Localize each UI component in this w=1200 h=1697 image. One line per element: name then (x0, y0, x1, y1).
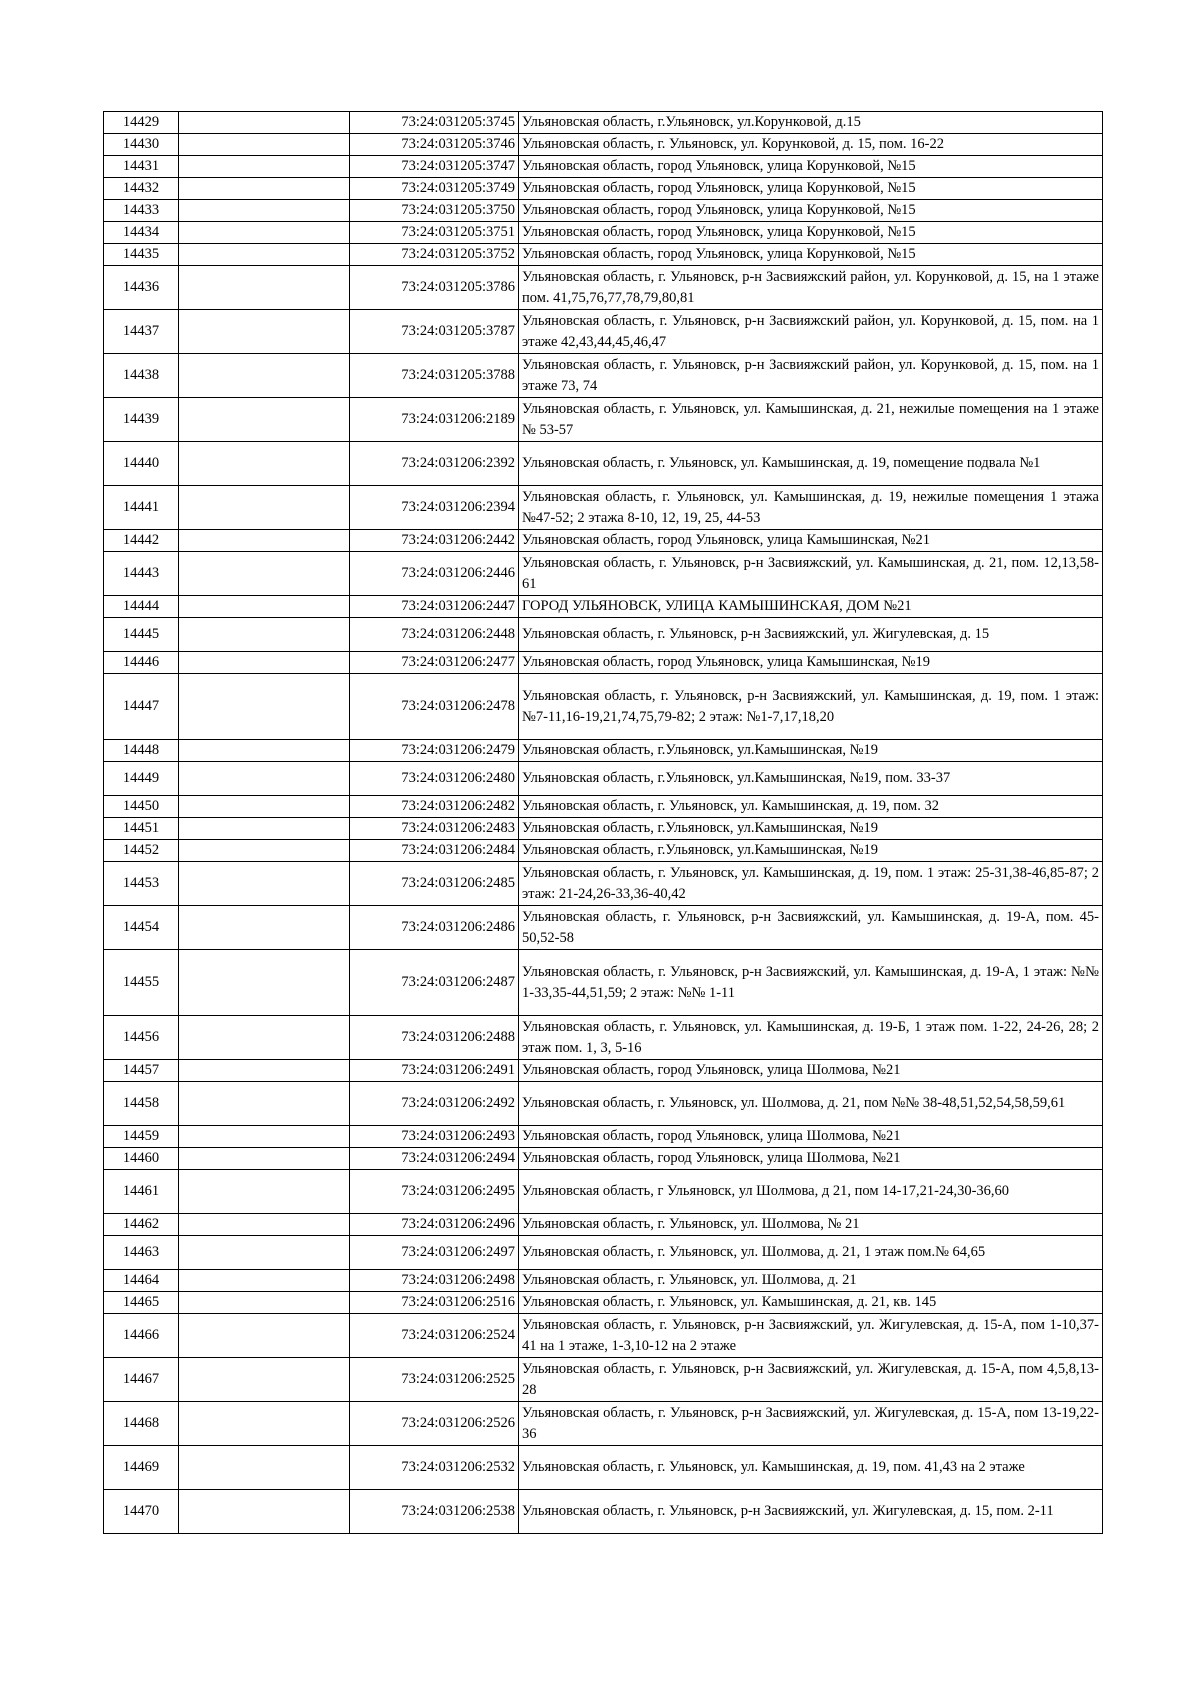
table-row (104, 222, 1103, 244)
address-cell: Ульяновская область, г. Ульяновск, ул. Камышинская, д. 19, пом. 32 (519, 796, 1103, 818)
address-cell: Ульяновская область, город Ульяновск, улица Корунковой, №15 (519, 244, 1103, 266)
empty-cell (179, 618, 350, 652)
cadastral-number-cell: 73:24:031205:3750 (350, 200, 519, 222)
row-number-cell: 14462 (104, 1214, 179, 1236)
table-row (104, 762, 1103, 796)
cadastral-number-cell: 73:24:031206:2442 (350, 530, 519, 552)
table-row (104, 596, 1103, 618)
row-number-cell: 14466 (104, 1314, 179, 1358)
table-row (104, 1490, 1103, 1534)
address-cell: Ульяновская область, г. Ульяновск, ул. Камышинская, д. 21, нежилые помещения на 1 этаже № 53-57 (519, 398, 1103, 442)
property-register-table (103, 111, 1103, 1534)
table-row (104, 134, 1103, 156)
row-number-cell: 14452 (104, 840, 179, 862)
row-number-cell: 14454 (104, 906, 179, 950)
table-row (104, 818, 1103, 840)
address-cell: Ульяновская область, г. Ульяновск, ул. Камышинская, д. 19, пом. 41,43 на 2 этаже (519, 1446, 1103, 1490)
cadastral-number-cell: 73:24:031206:2394 (350, 486, 519, 530)
table-row (104, 398, 1103, 442)
cadastral-number-cell: 73:24:031206:2488 (350, 1016, 519, 1060)
cadastral-number-cell: 73:24:031206:2526 (350, 1402, 519, 1446)
address-cell: Ульяновская область, г. Ульяновск, ул. Шолмова, д. 21 (519, 1270, 1103, 1292)
row-number-cell: 14458 (104, 1082, 179, 1126)
address-cell: Ульяновская область, г. Ульяновск, ул. Шолмова, д. 21, 1 этаж пом.№ 64,65 (519, 1236, 1103, 1270)
cadastral-number-cell: 73:24:031206:2516 (350, 1292, 519, 1314)
address-cell: Ульяновская область, г. Ульяновск, р-н Засвияжский, ул. Камышинская, д. 21, пом. 12,13,58-61 (519, 552, 1103, 596)
cadastral-number-cell: 73:24:031206:2538 (350, 1490, 519, 1534)
row-number-cell: 14464 (104, 1270, 179, 1292)
table-row (104, 1446, 1103, 1490)
row-number-cell: 14439 (104, 398, 179, 442)
empty-cell (179, 1292, 350, 1314)
row-number-cell: 14460 (104, 1148, 179, 1170)
cadastral-number-cell: 73:24:031206:2498 (350, 1270, 519, 1292)
table-row (104, 1082, 1103, 1126)
row-number-cell: 14448 (104, 740, 179, 762)
cadastral-number-cell: 73:24:031206:2446 (350, 552, 519, 596)
address-cell: Ульяновская область, г. Ульяновск, ул. Шолмова, № 21 (519, 1214, 1103, 1236)
row-number-cell: 14431 (104, 156, 179, 178)
cadastral-number-cell: 73:24:031205:3786 (350, 266, 519, 310)
empty-cell (179, 674, 350, 740)
address-cell: Ульяновская область, г.Ульяновск, ул.Камышинская, №19 (519, 818, 1103, 840)
cadastral-number-cell: 73:24:031206:2480 (350, 762, 519, 796)
cadastral-number-cell: 73:24:031206:2482 (350, 796, 519, 818)
empty-cell (179, 244, 350, 266)
cadastral-number-cell: 73:24:031205:3745 (350, 112, 519, 134)
empty-cell (179, 1358, 350, 1402)
row-number-cell: 14446 (104, 652, 179, 674)
address-cell: Ульяновская область, город Ульяновск, улица Шолмова, №21 (519, 1126, 1103, 1148)
address-cell: Ульяновская область, город Ульяновск, улица Корунковой, №15 (519, 156, 1103, 178)
empty-cell (179, 178, 350, 200)
address-cell: Ульяновская область, город Ульяновск, улица Шолмова, №21 (519, 1148, 1103, 1170)
table-row (104, 552, 1103, 596)
address-cell: Ульяновская область, г Ульяновск, ул Шолмова, д 21, пом 14-17,21-24,30-36,60 (519, 1170, 1103, 1214)
address-cell: Ульяновская область, город Ульяновск, улица Корунковой, №15 (519, 200, 1103, 222)
address-cell: Ульяновская область, г. Ульяновск, р-н Засвияжский, ул. Жигулевская, д. 15, пом. 2-11 (519, 1490, 1103, 1534)
table-row (104, 1148, 1103, 1170)
empty-cell (179, 530, 350, 552)
table-row (104, 1270, 1103, 1292)
empty-cell (179, 354, 350, 398)
table-row (104, 1126, 1103, 1148)
cadastral-number-cell: 73:24:031206:2494 (350, 1148, 519, 1170)
row-number-cell: 14432 (104, 178, 179, 200)
empty-cell (179, 398, 350, 442)
row-number-cell: 14459 (104, 1126, 179, 1148)
empty-cell (179, 112, 350, 134)
address-cell: Ульяновская область, г. Ульяновск, р-н Засвияжский район, ул. Корунковой, д. 15, на 1 этаже пом. 41,75,76,77,78,79,80,81 (519, 266, 1103, 310)
row-number-cell: 14465 (104, 1292, 179, 1314)
row-number-cell: 14447 (104, 674, 179, 740)
cadastral-number-cell: 73:24:031205:3752 (350, 244, 519, 266)
table-row (104, 1358, 1103, 1402)
cadastral-number-cell: 73:24:031206:2491 (350, 1060, 519, 1082)
table-row (104, 740, 1103, 762)
table-row (104, 486, 1103, 530)
empty-cell (179, 906, 350, 950)
empty-cell (179, 762, 350, 796)
row-number-cell: 14451 (104, 818, 179, 840)
address-cell: Ульяновская область, г. Ульяновск, р-н Засвияжский, ул. Жигулевская, д. 15-А, пом 4,5,8,13-28 (519, 1358, 1103, 1402)
row-number-cell: 14436 (104, 266, 179, 310)
empty-cell (179, 840, 350, 862)
table-row (104, 906, 1103, 950)
table-row (104, 1170, 1103, 1214)
address-cell: ГОРОД УЛЬЯНОВСК, УЛИЦА КАМЫШИНСКАЯ, ДОМ №21 (519, 596, 1103, 618)
cadastral-number-cell: 73:24:031206:2486 (350, 906, 519, 950)
address-cell: Ульяновская область, г. Ульяновск, р-н Засвияжский, ул. Камышинская, д. 19-А, 1 этаж: №№ 1-33,35-44,51,59; 2 этаж: №№ 1-11 (519, 950, 1103, 1016)
address-cell: Ульяновская область, г. Ульяновск, р-н Засвияжский, ул. Жигулевская, д. 15 (519, 618, 1103, 652)
row-number-cell: 14443 (104, 552, 179, 596)
empty-cell (179, 1446, 350, 1490)
cadastral-number-cell: 73:24:031206:2493 (350, 1126, 519, 1148)
cadastral-number-cell: 73:24:031206:2496 (350, 1214, 519, 1236)
cadastral-number-cell: 73:24:031206:2189 (350, 398, 519, 442)
empty-cell (179, 266, 350, 310)
row-number-cell: 14453 (104, 862, 179, 906)
address-cell: Ульяновская область, г.Ульяновск, ул.Камышинская, №19 (519, 840, 1103, 862)
row-number-cell: 14455 (104, 950, 179, 1016)
address-cell: Ульяновская область, г.Ульяновск, ул.Корунковой, д.15 (519, 112, 1103, 134)
empty-cell (179, 1490, 350, 1534)
table-row (104, 156, 1103, 178)
empty-cell (179, 1236, 350, 1270)
address-cell: Ульяновская область, г. Ульяновск, ул. Камышинская, д. 19, помещение подвала №1 (519, 442, 1103, 486)
row-number-cell: 14435 (104, 244, 179, 266)
row-number-cell: 14456 (104, 1016, 179, 1060)
address-cell: Ульяновская область, г. Ульяновск, р-н Засвияжский, ул. Жигулевская, д. 15-А, пом 1-10,37-41 на 1 этаже, 1-3,10-12 на 2 этаже (519, 1314, 1103, 1358)
table-row (104, 1214, 1103, 1236)
address-cell: Ульяновская область, г.Ульяновск, ул.Камышинская, №19 (519, 740, 1103, 762)
address-cell: Ульяновская область, г. Ульяновск, ул. Шолмова, д. 21, пом №№ 38-48,51,52,54,58,59,61 (519, 1082, 1103, 1126)
row-number-cell: 14440 (104, 442, 179, 486)
cadastral-number-cell: 73:24:031206:2477 (350, 652, 519, 674)
empty-cell (179, 552, 350, 596)
cadastral-number-cell: 73:24:031206:2532 (350, 1446, 519, 1490)
table-row (104, 950, 1103, 1016)
cadastral-number-cell: 73:24:031206:2479 (350, 740, 519, 762)
empty-cell (179, 796, 350, 818)
address-cell: Ульяновская область, г. Ульяновск, р-н Засвияжский район, ул. Корунковой, д. 15, пом. на 1 этаже 73, 74 (519, 354, 1103, 398)
row-number-cell: 14461 (104, 1170, 179, 1214)
empty-cell (179, 310, 350, 354)
empty-cell (179, 222, 350, 244)
table-row (104, 442, 1103, 486)
empty-cell (179, 1270, 350, 1292)
empty-cell (179, 1170, 350, 1214)
table-row (104, 674, 1103, 740)
table-row (104, 244, 1103, 266)
cadastral-number-cell: 73:24:031206:2447 (350, 596, 519, 618)
table-row (104, 1236, 1103, 1270)
empty-cell (179, 200, 350, 222)
cadastral-number-cell: 73:24:031206:2497 (350, 1236, 519, 1270)
register-body (104, 112, 1103, 1534)
cadastral-number-cell: 73:24:031205:3749 (350, 178, 519, 200)
empty-cell (179, 1060, 350, 1082)
address-cell: Ульяновская область, г. Ульяновск, р-н Засвияжский, ул. Жигулевская, д. 15-А, пом 13-19,22-36 (519, 1402, 1103, 1446)
empty-cell (179, 862, 350, 906)
empty-cell (179, 596, 350, 618)
empty-cell (179, 134, 350, 156)
address-cell: Ульяновская область, город Ульяновск, улица Корунковой, №15 (519, 222, 1103, 244)
address-cell: Ульяновская область, г. Ульяновск, ул. Камышинская, д. 21, кв. 145 (519, 1292, 1103, 1314)
row-number-cell: 14470 (104, 1490, 179, 1534)
row-number-cell: 14429 (104, 112, 179, 134)
empty-cell (179, 1314, 350, 1358)
empty-cell (179, 1402, 350, 1446)
table-row (104, 618, 1103, 652)
empty-cell (179, 818, 350, 840)
address-cell: Ульяновская область, г. Ульяновск, р-н Засвияжский, ул. Камышинская, д. 19, пом. 1 этаж: №7-11,16-19,21,74,75,79-82; 2 этаж: №1-7,17,18,20 (519, 674, 1103, 740)
row-number-cell: 14441 (104, 486, 179, 530)
row-number-cell: 14449 (104, 762, 179, 796)
cadastral-number-cell: 73:24:031206:2483 (350, 818, 519, 840)
table-row (104, 266, 1103, 310)
row-number-cell: 14437 (104, 310, 179, 354)
row-number-cell: 14433 (104, 200, 179, 222)
empty-cell (179, 156, 350, 178)
table-row (104, 178, 1103, 200)
table-row (104, 840, 1103, 862)
cadastral-number-cell: 73:24:031206:2492 (350, 1082, 519, 1126)
address-cell: Ульяновская область, г.Ульяновск, ул.Камышинская, №19, пом. 33-37 (519, 762, 1103, 796)
cadastral-number-cell: 73:24:031206:2485 (350, 862, 519, 906)
address-cell: Ульяновская область, г. Ульяновск, ул. Камышинская, д. 19-Б, 1 этаж пом. 1-22, 24-26, 28; 2 этаж пом. 1, 3, 5-16 (519, 1016, 1103, 1060)
cadastral-number-cell: 73:24:031205:3787 (350, 310, 519, 354)
table-row (104, 112, 1103, 134)
table-row (104, 796, 1103, 818)
empty-cell (179, 1126, 350, 1148)
table-row (104, 310, 1103, 354)
table-row (104, 200, 1103, 222)
row-number-cell: 14444 (104, 596, 179, 618)
address-cell: Ульяновская область, г. Ульяновск, р-н Засвияжский, ул. Камышинская, д. 19-А, пом. 45-50,52-58 (519, 906, 1103, 950)
cadastral-number-cell: 73:24:031205:3747 (350, 156, 519, 178)
empty-cell (179, 1214, 350, 1236)
row-number-cell: 14468 (104, 1402, 179, 1446)
cadastral-number-cell: 73:24:031206:2524 (350, 1314, 519, 1358)
address-cell: Ульяновская область, г. Ульяновск, ул. Камышинская, д. 19, пом. 1 этаж: 25-31,38-46,85-87; 2 этаж: 21-24,26-33,36-40,42 (519, 862, 1103, 906)
table-row (104, 1016, 1103, 1060)
row-number-cell: 14430 (104, 134, 179, 156)
table-row (104, 1292, 1103, 1314)
cadastral-number-cell: 73:24:031205:3751 (350, 222, 519, 244)
empty-cell (179, 1016, 350, 1060)
cadastral-number-cell: 73:24:031206:2478 (350, 674, 519, 740)
cadastral-number-cell: 73:24:031206:2448 (350, 618, 519, 652)
table-row (104, 1060, 1103, 1082)
address-cell: Ульяновская область, город Ульяновск, улица Камышинская, №19 (519, 652, 1103, 674)
table-row (104, 354, 1103, 398)
table-row (104, 1402, 1103, 1446)
table-row (104, 1314, 1103, 1358)
address-cell: Ульяновская область, г. Ульяновск, ул. Камышинская, д. 19, нежилые помещения 1 этажа №47-52; 2 этажа 8-10, 12, 19, 25, 44-53 (519, 486, 1103, 530)
row-number-cell: 14438 (104, 354, 179, 398)
row-number-cell: 14467 (104, 1358, 179, 1402)
empty-cell (179, 1148, 350, 1170)
cadastral-number-cell: 73:24:031205:3788 (350, 354, 519, 398)
row-number-cell: 14442 (104, 530, 179, 552)
address-cell: Ульяновская область, город Ульяновск, улица Шолмова, №21 (519, 1060, 1103, 1082)
cadastral-number-cell: 73:24:031205:3746 (350, 134, 519, 156)
empty-cell (179, 652, 350, 674)
cadastral-number-cell: 73:24:031206:2392 (350, 442, 519, 486)
table-row (104, 530, 1103, 552)
cadastral-number-cell: 73:24:031206:2487 (350, 950, 519, 1016)
table-row (104, 652, 1103, 674)
row-number-cell: 14445 (104, 618, 179, 652)
cadastral-number-cell: 73:24:031206:2484 (350, 840, 519, 862)
empty-cell (179, 1082, 350, 1126)
address-cell: Ульяновская область, г. Ульяновск, ул. Корунковой, д. 15, пом. 16-22 (519, 134, 1103, 156)
cadastral-number-cell: 73:24:031206:2525 (350, 1358, 519, 1402)
empty-cell (179, 442, 350, 486)
empty-cell (179, 486, 350, 530)
address-cell: Ульяновская область, город Ульяновск, улица Корунковой, №15 (519, 178, 1103, 200)
empty-cell (179, 740, 350, 762)
row-number-cell: 14450 (104, 796, 179, 818)
address-cell: Ульяновская область, г. Ульяновск, р-н Засвияжский район, ул. Корунковой, д. 15, пом. на 1 этаже 42,43,44,45,46,47 (519, 310, 1103, 354)
row-number-cell: 14463 (104, 1236, 179, 1270)
table-row (104, 862, 1103, 906)
empty-cell (179, 950, 350, 1016)
address-cell: Ульяновская область, город Ульяновск, улица Камышинская, №21 (519, 530, 1103, 552)
row-number-cell: 14434 (104, 222, 179, 244)
row-number-cell: 14457 (104, 1060, 179, 1082)
row-number-cell: 14469 (104, 1446, 179, 1490)
cadastral-number-cell: 73:24:031206:2495 (350, 1170, 519, 1214)
